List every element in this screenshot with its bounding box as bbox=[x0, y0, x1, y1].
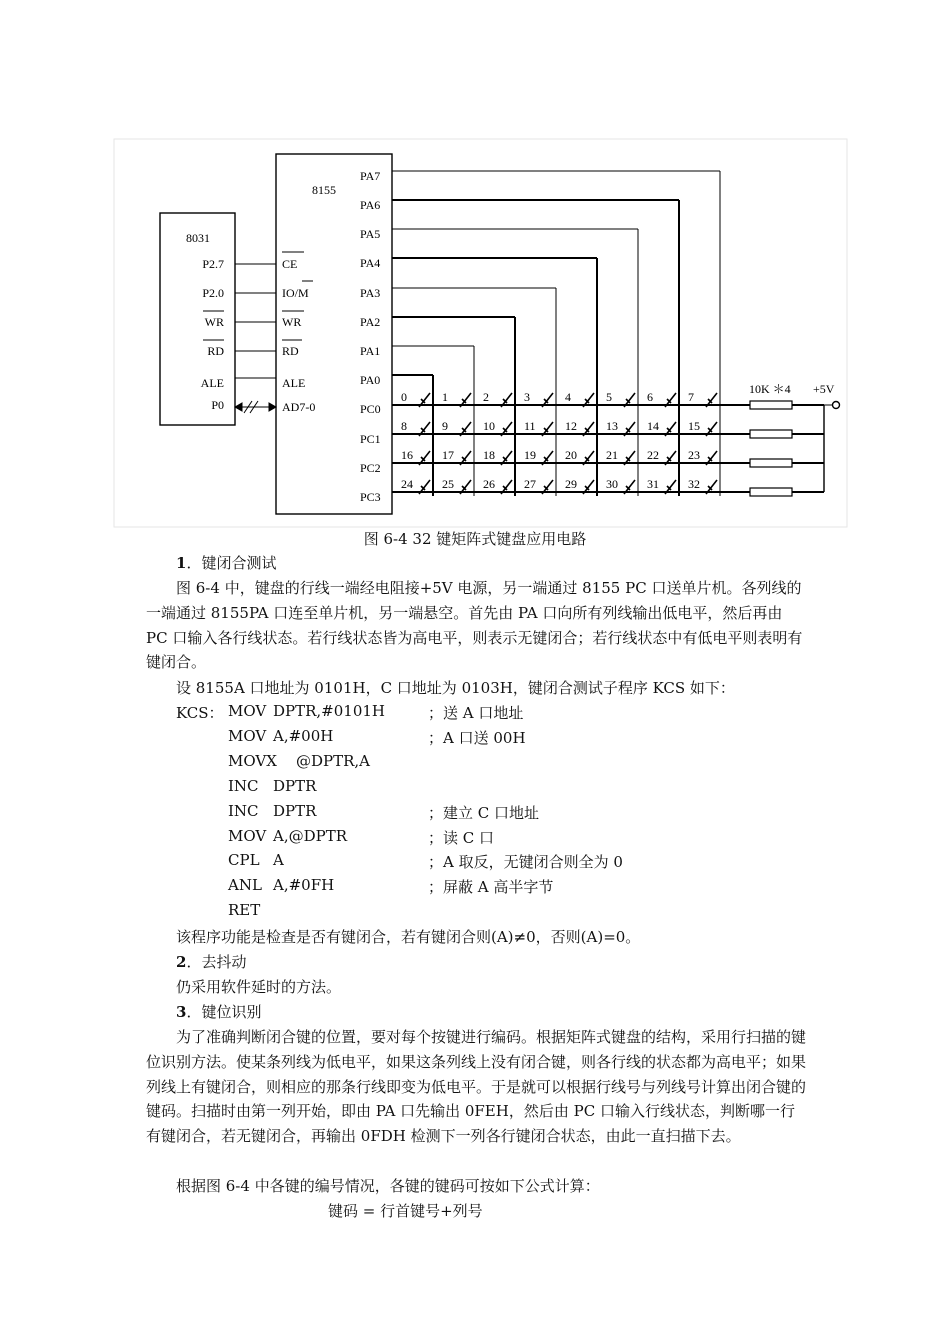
keyboard-circuit-figure bbox=[0, 0, 950, 530]
key-number: 24 bbox=[401, 477, 413, 491]
code-comment: ；A 取反，无键闭合则全为 0 bbox=[428, 853, 623, 872]
key-number: 29 bbox=[565, 477, 577, 491]
code-comment: ；读 C 口 bbox=[428, 828, 495, 847]
key-number: 25 bbox=[442, 477, 454, 491]
pin-8155-ale: ALE bbox=[282, 376, 306, 390]
code-comment: ；建立 C 口地址 bbox=[428, 803, 540, 822]
key-number: 21 bbox=[606, 448, 618, 462]
pin-8155-pc2: PC2 bbox=[360, 461, 381, 475]
supply-terminal bbox=[833, 402, 840, 409]
key-number: 8 bbox=[401, 419, 407, 433]
pin-8155-wr: WR bbox=[282, 315, 302, 329]
key-number: 19 bbox=[524, 448, 536, 462]
pin-8155-rd: RD bbox=[282, 344, 299, 358]
key-number: 0 bbox=[401, 390, 407, 404]
key-number: 17 bbox=[442, 448, 454, 462]
code-operand: A bbox=[273, 851, 284, 870]
code-opcode: MOV bbox=[228, 826, 267, 845]
section-title: ．键闭合测试 bbox=[186, 554, 277, 572]
key-number: 16 bbox=[401, 448, 413, 462]
code-opcode: MOV bbox=[228, 702, 267, 720]
code-operand: @DPTR,A bbox=[296, 751, 371, 770]
key-number: 20 bbox=[565, 448, 577, 462]
pin-8155-pa7: PA7 bbox=[360, 169, 381, 183]
pin-8155-pa4: PA4 bbox=[360, 256, 381, 270]
code-comment: ；A 口送 00H bbox=[428, 728, 526, 747]
pull-up-resistor bbox=[750, 459, 792, 467]
pin-8031-p0: P0 bbox=[211, 398, 224, 412]
code-comment: ；送 A 口地址 bbox=[428, 704, 524, 722]
key-number: 2 bbox=[483, 390, 489, 404]
keycode-intro: 根据图 6-4 中各键的编号情况，各键的键码可按如下公式计算： bbox=[176, 1177, 600, 1195]
section-title: ．键位识别 bbox=[186, 1003, 262, 1021]
pull-up-resistor bbox=[750, 401, 792, 409]
code-opcode: INC bbox=[228, 776, 259, 795]
figure-frame bbox=[114, 139, 847, 527]
pin-8155-pa6: PA6 bbox=[360, 198, 381, 212]
pin-8155-pa2: PA2 bbox=[360, 315, 381, 329]
pin-8031-ale: ALE bbox=[200, 376, 224, 390]
resistor-label: 10K ＊4 bbox=[749, 382, 791, 396]
key-number: 15 bbox=[688, 419, 700, 433]
pin-8155-pa1: PA1 bbox=[360, 344, 381, 358]
code-opcode: RET bbox=[228, 901, 261, 920]
code-operand: A,#0FH bbox=[273, 876, 335, 895]
pin-8155-ce: CE bbox=[282, 257, 298, 271]
code-opcode: MOVX bbox=[228, 751, 277, 770]
code-opcode: MOV bbox=[228, 726, 267, 745]
pin-8155-ad70: AD7-0 bbox=[282, 400, 316, 414]
pin-8155-pa5: PA5 bbox=[360, 227, 381, 241]
section-1-heading bbox=[176, 551, 276, 576]
key-number: 14 bbox=[647, 419, 659, 433]
code-label: KCS： bbox=[176, 704, 224, 722]
program-summary: 该程序功能是检查是否有键闭合，若有键闭合则(A)≠0，否则(A)=0。 bbox=[176, 928, 641, 946]
section-3-heading bbox=[176, 1000, 261, 1025]
key-number: 26 bbox=[483, 477, 495, 491]
chip-8031-label: 8031 bbox=[186, 231, 210, 245]
section-1-paragraph: 图 6-4 中，键盘的行线一端经电阻接+5V 电源，另一端通过 8155 PC 口送单片机。各列线的一端通过 8155PA 口连至单片机，另一端悬空。首先由 PA 口向所有列线输出低电平，然后再由 PC 口输入各行线状态。若行线状态皆为高电平，则表示无键闭合；若行线状态中有低电平则表明有键闭合。 bbox=[146, 579, 803, 672]
pin-8155-pa0: PA0 bbox=[360, 373, 381, 387]
pin-8031-wr: WR bbox=[204, 315, 224, 329]
code-operand: A,@DPTR bbox=[273, 826, 348, 845]
pin-8155-pc3: PC3 bbox=[360, 490, 381, 504]
key-number: 10 bbox=[483, 419, 495, 433]
section-2-paragraph: 仍采用软件延时的方法。 bbox=[176, 978, 342, 996]
section-title: ．去抖动 bbox=[186, 953, 247, 971]
key-number: 31 bbox=[647, 477, 659, 491]
keycode-formula: 键码 = 行首键号+列号 bbox=[328, 1202, 483, 1220]
supply-label: +5V bbox=[813, 382, 835, 396]
key-number: 22 bbox=[647, 448, 659, 462]
pin-8031-p20: P2.0 bbox=[202, 286, 224, 300]
pull-up-resistor bbox=[750, 488, 792, 496]
chip-8155-label: 8155 bbox=[312, 183, 336, 197]
section-number: 1 bbox=[176, 554, 187, 572]
code-opcode: INC bbox=[228, 801, 259, 820]
key-number: 1 bbox=[442, 390, 448, 404]
code-operand: A,#00H bbox=[273, 726, 334, 745]
code-operand: DPTR bbox=[273, 776, 317, 795]
key-number: 6 bbox=[647, 390, 653, 404]
key-number: 18 bbox=[483, 448, 495, 462]
key-number: 32 bbox=[688, 477, 700, 491]
key-number: 7 bbox=[688, 390, 694, 404]
pin-8155-pc1: PC1 bbox=[360, 432, 381, 446]
key-number: 3 bbox=[524, 390, 530, 404]
key-number: 23 bbox=[688, 448, 700, 462]
key-number: 11 bbox=[524, 419, 536, 433]
key-number: 27 bbox=[524, 477, 536, 491]
key-number: 13 bbox=[606, 419, 618, 433]
code-comment: ；屏蔽 A 高半字节 bbox=[428, 878, 554, 897]
key-number: 5 bbox=[606, 390, 612, 404]
section-number: 3 bbox=[176, 1003, 187, 1021]
code-opcode: ANL bbox=[228, 876, 262, 895]
pin-8155-pc0: PC0 bbox=[360, 402, 381, 416]
key-number: 4 bbox=[565, 390, 571, 404]
key-number: 30 bbox=[606, 477, 618, 491]
section-2-heading bbox=[176, 950, 246, 975]
key-number: 12 bbox=[565, 419, 577, 433]
section-3-paragraph: 为了准确判断闭合键的位置，要对每个按键进行编码。根据矩阵式键盘的结构，采用行扫描的键位识别方法。使某条列线为低电平，如果这条列线上没有闭合键，则各行线的状态都为高电平；如果列线上有键闭合，则相应的那条行线即变为低电平。于是就可以根据行线号与列线号计算出闭合键的键码。扫描时由第一列开始，即由 PA 口先输出 0FEH，然后由 PC 口输入行线状态，判断哪一行有键闭合，若无键闭合，再输出 0FDH 检测下一列各行键闭合状态，由此一直扫描下去。 bbox=[146, 1028, 807, 1146]
section-number: 2 bbox=[176, 953, 187, 971]
code-opcode: CPL bbox=[228, 851, 260, 870]
pin-8031-rd: RD bbox=[207, 344, 224, 358]
pin-8031-p27: P2.7 bbox=[202, 257, 224, 271]
pin-8155-iom: IO/M bbox=[282, 286, 309, 300]
code-operand: DPTR,#0101H bbox=[273, 702, 386, 720]
code-operand: DPTR bbox=[273, 801, 317, 820]
pull-up-resistor bbox=[750, 430, 792, 438]
pin-8155-pa3: PA3 bbox=[360, 286, 381, 300]
key-number: 9 bbox=[442, 419, 448, 433]
figure-caption: 图 6-4 32 键矩阵式键盘应用电路 bbox=[363, 530, 587, 548]
address-intro: 设 8155A 口地址为 0101H，C 口地址为 0103H，键闭合测试子程序 KCS 如下： bbox=[176, 679, 735, 697]
